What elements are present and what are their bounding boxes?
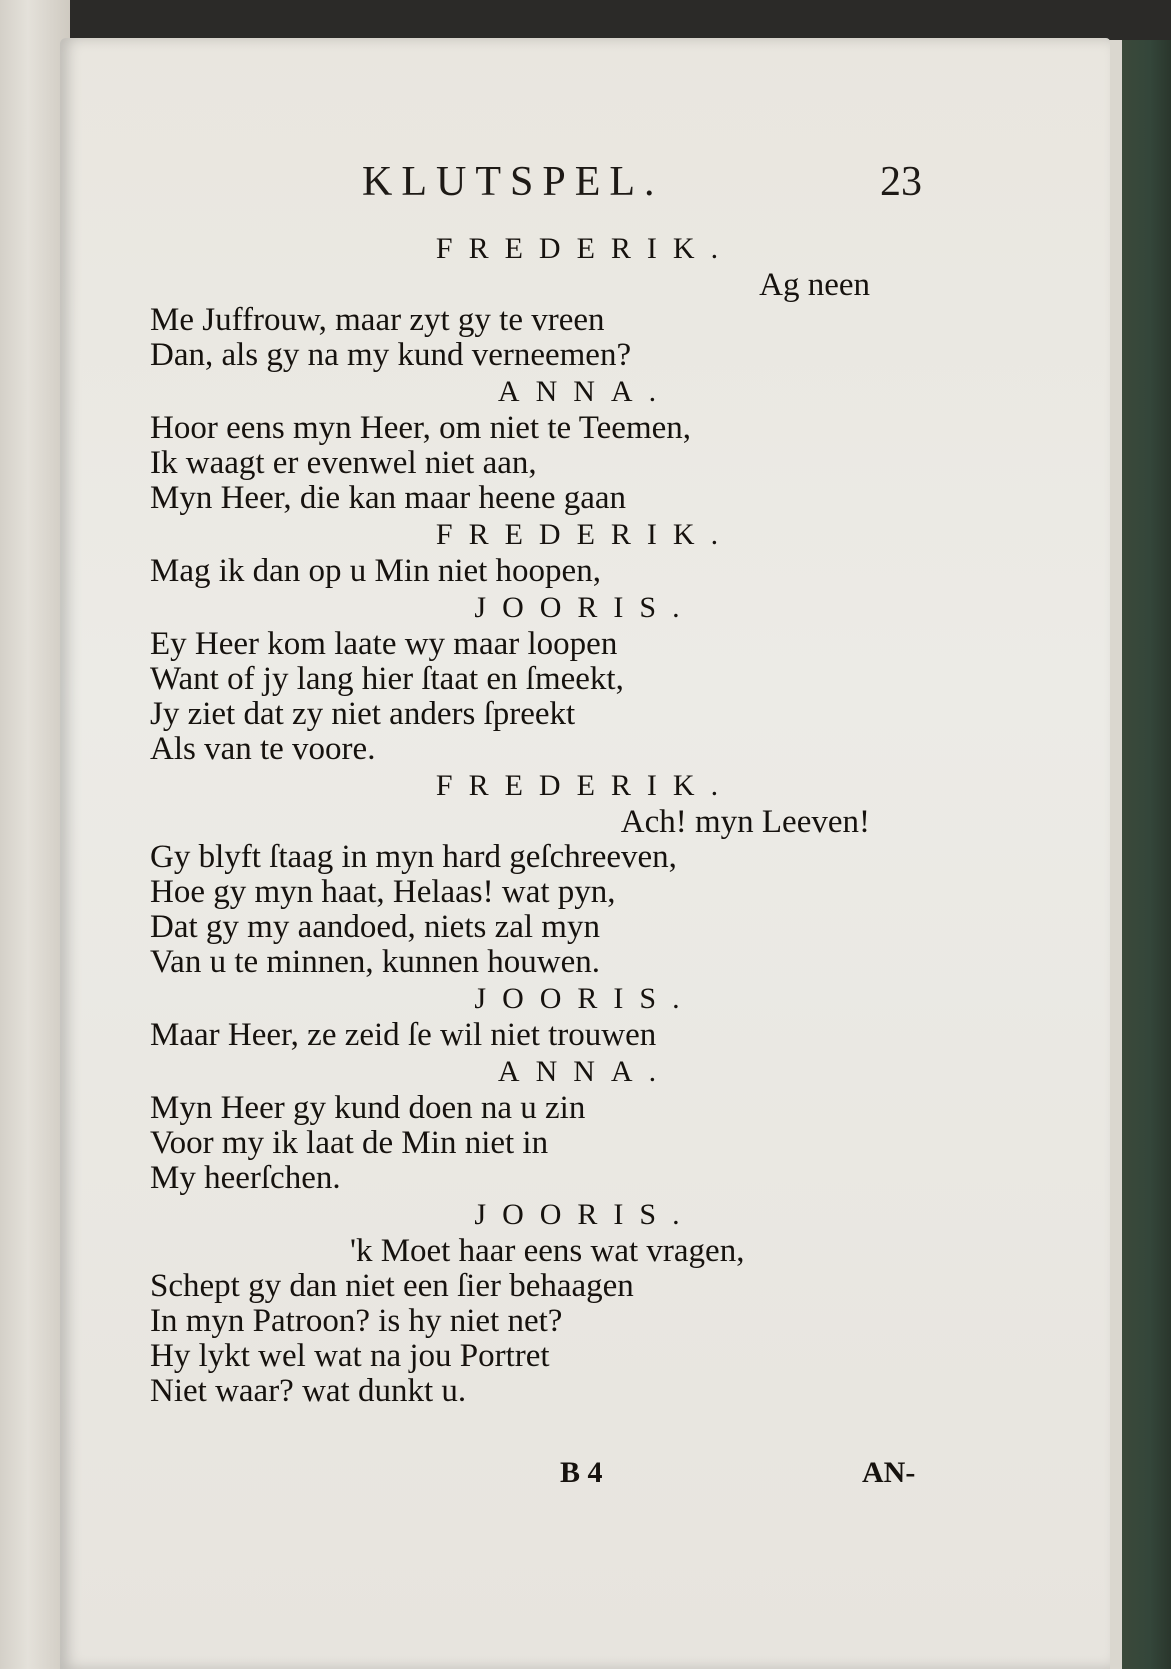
- verse-line: Niet waar? wat dunkt u.: [150, 1373, 467, 1409]
- speaker-name: JOORIS.: [474, 591, 696, 624]
- verse-line: Me Juffrouw, maar zyt gy te vreen: [150, 302, 605, 338]
- verse-line: Hy lykt wel wat na jou Portret: [150, 1338, 550, 1374]
- book-cover-edge: [1118, 40, 1171, 1669]
- speaker-name: FREDERIK.: [435, 232, 735, 265]
- verse-line: Ach! myn Leeven!: [620, 804, 870, 840]
- verse-line: Hoe gy myn haat, Helaas! wat pyn,: [150, 874, 616, 910]
- verse-line: Myn Heer, die kan maar heene gaan: [150, 480, 627, 516]
- verse-line: Ik waagt er evenwel niet aan,: [150, 445, 537, 481]
- verse-line: Ag neen: [759, 267, 870, 303]
- running-title: KLUTSPEL.: [362, 159, 664, 205]
- book-page: [60, 38, 1110, 1669]
- speaker-name: ANNA.: [497, 375, 673, 408]
- verse-line: My heerſchen.: [150, 1160, 341, 1196]
- page-number: 23: [880, 159, 922, 205]
- verse-line: Als van te voore.: [150, 731, 376, 767]
- verse-line: Hoor eens myn Heer, om niet te Teemen,: [150, 410, 692, 446]
- verse-line: Myn Heer gy kund doen na u zin: [150, 1090, 586, 1126]
- verse-line: Dat gy my aandoed, niets zal myn: [150, 909, 600, 945]
- speaker-name: JOORIS.: [474, 982, 696, 1015]
- speaker-name: FREDERIK.: [435, 518, 735, 551]
- verse-line: In myn Patroon? is hy niet net?: [150, 1303, 563, 1339]
- verse-line: Maar Heer, ze zeid ſe wil niet trouwen: [150, 1017, 657, 1053]
- verse-line: Van u te minnen, kunnen houwen.: [150, 944, 600, 980]
- play-text: [150, 230, 980, 1409]
- verse-line: Voor my ik laat de Min niet in: [150, 1125, 549, 1161]
- verse-line: Gy blyft ſtaag in myn hard geſchreeven,: [150, 839, 677, 875]
- catchword: AN-: [862, 1456, 916, 1489]
- verse-line: Dan, als gy na my kund verneemen?: [150, 337, 632, 373]
- verse-line: Ey Heer kom laate wy maar loopen: [150, 626, 618, 662]
- signature-mark: B 4: [560, 1456, 603, 1489]
- verse-line: Jy ziet dat zy niet anders ſpreekt: [150, 696, 576, 732]
- verse-line: Schept gy dan niet een ſier behaagen: [150, 1268, 634, 1304]
- speaker-name: JOORIS.: [474, 1198, 696, 1231]
- verse-line: Mag ik dan op u Min niet hoopen,: [150, 553, 601, 589]
- verse-line: Want of jy lang hier ſtaat en ſmeekt,: [150, 661, 624, 697]
- verse-line: 'k Moet haar eens wat vragen,: [350, 1233, 745, 1269]
- speaker-name: ANNA.: [497, 1055, 673, 1088]
- speaker-name: FREDERIK.: [435, 769, 735, 802]
